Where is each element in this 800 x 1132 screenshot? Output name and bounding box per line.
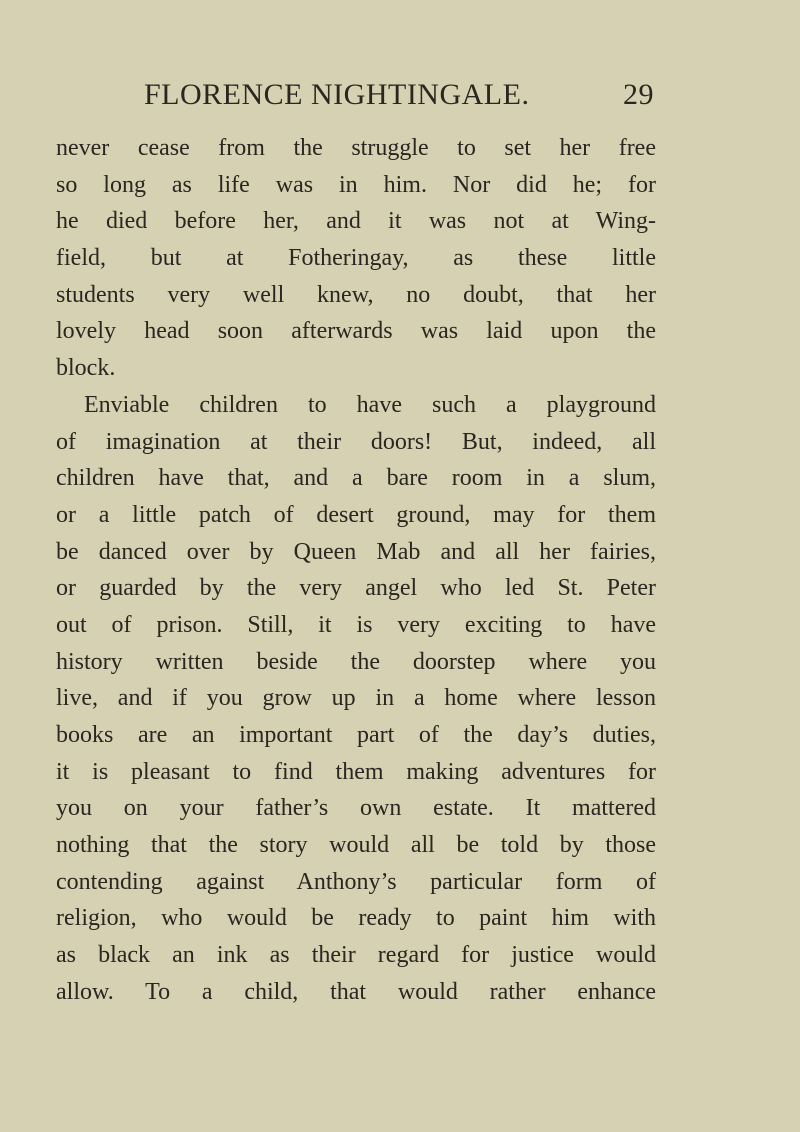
text-line: students very well knew, no doubt, that her xyxy=(56,281,656,308)
text-line: out of prison. Still, it is very exciting to have xyxy=(56,611,656,638)
text-line: he died before her, and it was not at Wing- xyxy=(56,208,656,235)
text-line: block. xyxy=(56,355,116,382)
text-line: or guarded by the very angel who led St. Peter xyxy=(56,575,656,602)
text-line: religion, who would be ready to paint him with xyxy=(56,905,656,932)
text-line: never cease from the struggle to set her free xyxy=(56,135,656,161)
text-line: live, and if you grow up in a home where lesson xyxy=(56,685,656,712)
text-line: history written beside the doorstep where you xyxy=(56,648,656,675)
text-line: of imagination at their doors! But, indeed, all xyxy=(56,428,656,455)
running-title: FLORENCE NIGHTINGALE. xyxy=(144,78,530,111)
text-line: Enviable children to have such a playground xyxy=(84,391,656,418)
page-number: 29 xyxy=(623,78,654,111)
text-line: allow. To a child, that would rather enhance xyxy=(56,978,656,1005)
text-line: field, but at Fotheringay, as these little xyxy=(56,245,656,272)
text-line: be danced over by Queen Mab and all her fairies, xyxy=(56,538,656,565)
text-line: as black an ink as their regard for justice would xyxy=(56,942,656,969)
body-text xyxy=(56,130,656,1011)
text-line: it is pleasant to find them making adventures for xyxy=(56,758,656,785)
text-line: children have that, and a bare room in a slum, xyxy=(56,465,656,492)
running-head xyxy=(144,78,654,118)
text-line: contending against Anthony’s particular form of xyxy=(56,868,656,895)
text-line: or a little patch of desert ground, may for them xyxy=(56,501,656,528)
text-line: lovely head soon afterwards was laid upon the xyxy=(56,318,656,345)
text-line: so long as life was in him. Nor did he; for xyxy=(56,171,656,198)
text-line: you on your father’s own estate. It mattered xyxy=(56,795,656,822)
text-line: nothing that the story would all be told by those xyxy=(56,832,656,859)
text-line: books are an important part of the day’s duties, xyxy=(56,722,656,748)
